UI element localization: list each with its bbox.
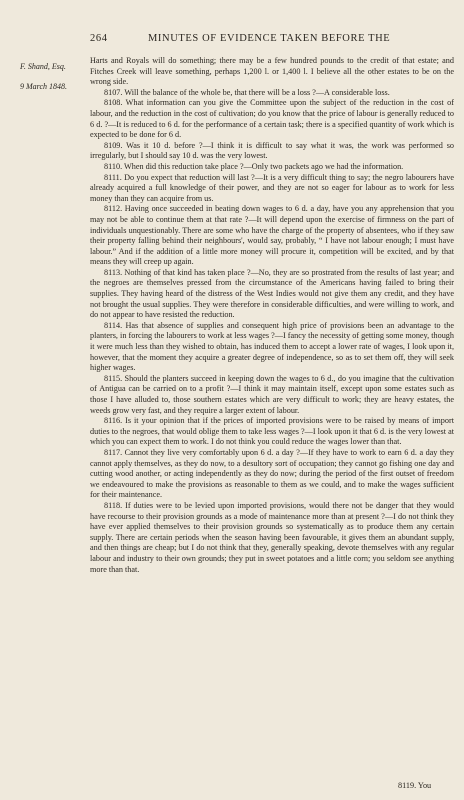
- paragraph: 8117. Cannot they live very comfortably upon 6 d. a day ?—If they have to work to earn 6 d. a day they cannot apply themselves, as they do now, to a desultory sort of occupation; they cannot go fishing one day and cutting wood another, or acting independently as they do now; during the period of the first outset of freedom we endeavoured to make the provisions as reasonable to them as we could, and to make the wages sufficient for their maintenance.: [90, 447, 454, 500]
- page-number: 264: [90, 33, 108, 44]
- paragraph: 8118. If duties were to be levied upon imported provisions, would there not be danger that they would have recourse to their provision grounds as a mode of maintenance more than at present ?—I do not think they have ever applied themselves to their provision grounds so systematically as to produce them any certain supply. There are certain periods when the season having been favourable, it gives them an abundant supply, and then things are cheap; but I do not think that they, generally speaking, devote themselves with any regular labour and industry to their own grounds; they put in sweet potatoes and a little corn; you seldom see anything more than that.: [90, 500, 454, 574]
- paragraph: 8113. Nothing of that kind has taken place ?—No, they are so prostrated from the results of last year; and the negroes are themselves pressed from the circumstance of the Americans having failed to bring their supplies. They having heard of the distress of the West Indies would not give them any credit, and they have not brought the usual supplies. They were therefore in considerable difficulties, and were willing to work, and do not appear to have resisted the reduction.: [90, 267, 454, 320]
- hearing-date: 9 March 1848.: [20, 82, 68, 91]
- paragraph: 8109. Was it 10 d. before ?—I think it is difficult to say what it was, the work was performed so irregularly, but I should say 10 d. was the very lowest.: [90, 140, 454, 161]
- paragraph: 8115. Should the planters succeed in keeping down the wages to 6 d., do you imagine that the cultivation of Antigua can be carried on to a profit ?—I think it may maintain itself, except upon some estates such as those I have alluded to, those southern estates which are very difficult to work; they are heavy estates, the weeds grow very fast, and they require a larger extent of labour.: [90, 373, 454, 415]
- paragraph: 8112. Having once succeeded in beating down wages to 6 d. a day, have you any apprehension that you may not be able to continue them at that rate ?—It will depend upon the exercise of firmness on the part of individuals unquestionably. There are some who have the charge of the property of absentees, who if they saw their property falling behind their neighbours', would say, probably, “ I have not labour enough; I must have labour.” And if the addition of a little more money will procure it, competition will be excited, and by that means they will creep up again.: [90, 204, 454, 267]
- paragraph: 8110. When did this reduction take place ?—Only two packets ago we had the information.: [104, 161, 404, 171]
- witness-name: F. Shand, Esq.: [20, 62, 66, 71]
- paragraph: 8111. Do you expect that reduction will last ?—It is a very difficult thing to say; the negro labourers have already acquired a full knowledge of their power, and they are not so eager for labour as to work for less money than they can acquire from us.: [90, 172, 454, 203]
- paragraph: 8107. Will the balance of the whole be, that there will be a loss ?—A considerable loss.: [104, 87, 390, 97]
- testimony-body: [90, 56, 454, 575]
- paragraph: Harts and Royals will do something; there may be a few hundred pounds to the credit of that estate; and Fitches Creek will leave something, perhaps 1,200 l. or 1,400 l. I believe all the other estates to be on the wrong side.: [90, 56, 454, 87]
- paragraph: 8116. Is it your opinion that if the prices of imported provisions were to be raised by means of import duties to the negroes, that would oblige them to take less wages ?—I look upon it that 6 d. is the very lowest at which you can expect them to work. I do not think you could reduce the wages lower than that.: [90, 416, 454, 447]
- paragraph: 8114. Has that absence of supplies and consequent high price of provisions been an advantage to the planters, in forcing the labourers to work at less wages ?—I fancy the necessity of getting some money, though it were much less than they wished to obtain, has induced them to accept a lower rate of wages, I look upon it, however, that the moment they acquire a greater degree of independence, so as to set them off, they will seek higher wages.: [90, 320, 454, 373]
- catchword: 8119. You: [398, 781, 432, 790]
- running-header: [90, 33, 458, 47]
- running-title: MINUTES OF EVIDENCE TAKEN BEFORE THE: [148, 33, 391, 44]
- paragraph: 8108. What information can you give the Committee upon the subject of the reduction in the cost of labour, and the reduction in the cost of cultivation; do you know that the price of labour is generally reduced to 6 d. ?—It is reduced to 6 d. for the performance of a certain task; there is a specified quantity of work which is expected to be done for 6 d.: [90, 98, 454, 140]
